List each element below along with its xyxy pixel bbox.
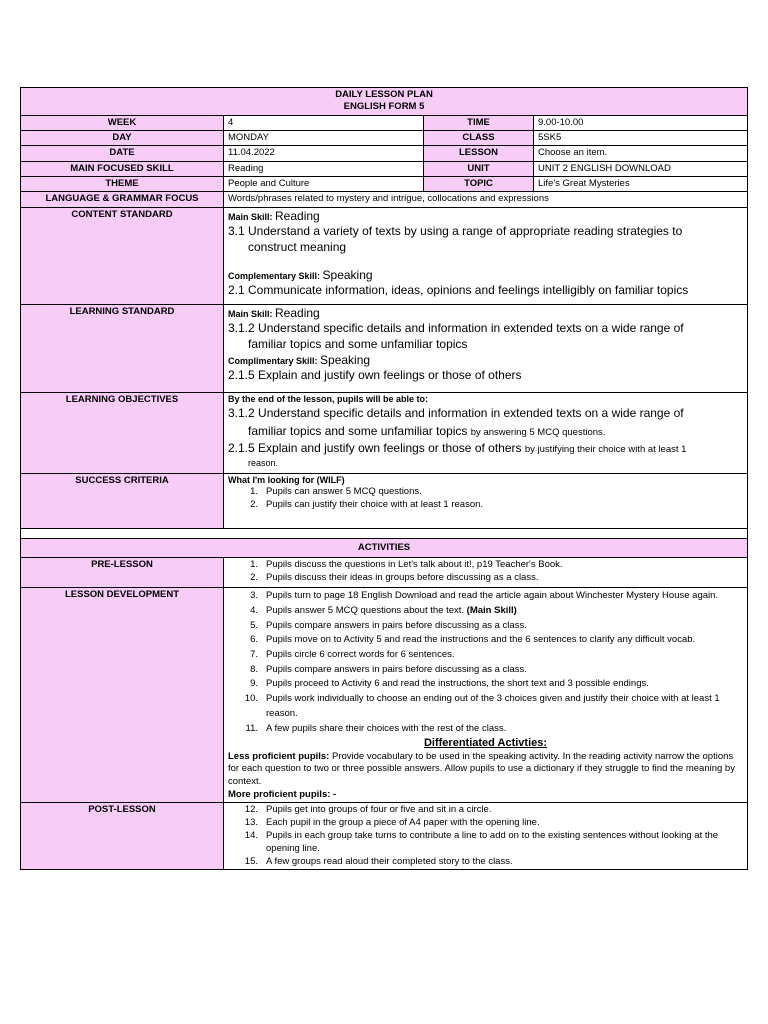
ls-main-prefix: Main Skill:: [228, 308, 276, 319]
list-item: 8. Pupils compare answers in pairs before discussing as a class.: [250, 663, 527, 675]
list-item: 12. Pupils get into groups of four or five and sit in a circle.: [244, 804, 492, 816]
less-proficient-label: Less proficient pupils:: [228, 750, 330, 762]
plan-subtitle: ENGLISH FORM 5: [343, 101, 425, 113]
success-criteria-label: SUCCESS CRITERIA: [21, 473, 224, 528]
day-value: MONDAY: [224, 131, 424, 146]
list-item: 9. Pupils proceed to Activity 6 and read the instructions, the short text and 3 possible endings.: [250, 678, 649, 690]
cs-main-text-2: construct meaning: [248, 239, 347, 254]
ls-main-text: 3.1.2 Understand specific details and information in extended texts on a wide range of: [228, 321, 684, 336]
cs-comp-prefix: Complementary Skill:: [228, 270, 323, 281]
week-label: WEEK: [21, 115, 224, 130]
list-item: 11. A few pupils share their choices with the rest of the class.: [245, 722, 507, 734]
topic-label: TOPIC: [424, 177, 534, 192]
list-item: 1. Pupils can answer 5 MCQ questions.: [250, 486, 422, 498]
learning-objectives-label: LEARNING OBJECTIVES: [21, 392, 224, 473]
ls-comp-prefix: Complimentary Skill:: [228, 355, 321, 366]
ls-comp-skill: Speaking: [320, 352, 371, 367]
lo-intro: By the end of the lesson, pupils will be able to:: [228, 393, 429, 404]
list-item: 14. Pupils in each group take turns to contribute a line to add on to the existing sentences without looking at the opening line.: [244, 830, 719, 854]
success-criteria-cell: [224, 473, 748, 528]
grammar-value: Words/phrases related to mystery and intrigue, collocations and expressions: [224, 192, 748, 207]
lesson-label: LESSON: [424, 146, 534, 161]
week-value: 4: [224, 115, 424, 130]
post-lesson-label: POST-LESSON: [21, 803, 224, 870]
lesson-development-list: [228, 589, 743, 736]
lo-objective-1b: familiar topics and some unfamiliar topics: [248, 423, 468, 438]
skill-label: MAIN FOCUSED SKILL: [21, 161, 224, 176]
learning-objectives-cell: [224, 392, 748, 473]
learning-standard-label: LEARNING STANDARD: [21, 304, 224, 392]
cs-main-text: 3.1 Understand a variety of texts by using a range of appropriate reading strategies to: [228, 224, 683, 239]
cs-main-prefix: Main Skill:: [228, 211, 276, 222]
list-item: 6. Pupils move on to Activity 5 and read the instructions and the 6 sentences to clarify any difficult vocab.: [250, 634, 696, 646]
list-item: 13. Each pupil in the group a piece of A4 paper with the opening line.: [244, 817, 540, 829]
time-value: 9.00-10.00: [534, 115, 748, 130]
list-item: 3. Pupils turn to page 18 English Download and read the article again about Winchester Mystery House again.: [250, 590, 719, 602]
list-item: 2. Pupils can justify their choice with at least 1 reason.: [250, 499, 484, 511]
cs-comp-skill: Speaking: [322, 267, 373, 282]
pre-lesson-label: PRE-LESSON: [21, 558, 224, 588]
lesson-plan-table: [20, 87, 748, 870]
list-item: 2. Pupils discuss their ideas in groups before discussing as a class.: [250, 571, 539, 583]
class-value: 5SK5: [534, 131, 748, 146]
time-label: TIME: [424, 115, 534, 130]
list-item: 1. Pupils discuss the questions in Let's talk about it!, p19 Teacher's Book.: [250, 559, 563, 571]
learning-standard-cell: [224, 304, 748, 392]
unit-value: UNIT 2 ENGLISH DOWNLOAD: [534, 161, 748, 176]
list-item: 7. Pupils circle 6 correct words for 6 sentences.: [250, 648, 455, 660]
unit-label: UNIT: [424, 161, 534, 176]
lo-objective-1: 3.1.2 Understand specific details and information in extended texts on a wide range of: [228, 406, 684, 421]
plan-title: DAILY LESSON PLAN: [335, 89, 433, 100]
list-item: 5. Pupils compare answers in pairs before discussing as a class.: [250, 619, 527, 631]
pre-lesson-cell: [224, 558, 748, 588]
lo-objective-1c: by answering 5 MCQ questions.: [470, 426, 606, 438]
list-item: 10. Pupils work individually to choose an ending out of the 3 choices given and justify their choice with at least 1 reason.: [244, 693, 720, 719]
date-value: 11.04.2022: [224, 146, 424, 161]
ls-comp-text: 2.1.5 Explain and justify own feelings or those of others: [228, 368, 522, 383]
ls-main-skill: Reading: [275, 305, 320, 320]
more-proficient-label: More proficient pupils: -: [228, 789, 337, 801]
content-standard-cell: [224, 207, 748, 304]
lo-objective-2b: by justifying their choice with at least 1: [524, 444, 687, 456]
skill-value: Reading: [224, 161, 424, 176]
lesson-development-label: LESSON DEVELOPMENT: [21, 588, 224, 803]
cs-main-skill: Reading: [275, 208, 320, 223]
theme-value: People and Culture: [224, 177, 424, 192]
date-label: DATE: [21, 146, 224, 161]
theme-label: THEME: [21, 177, 224, 192]
lo-objective-2: 2.1.5 Explain and justify own feelings or those of others: [228, 441, 522, 456]
lesson-development-cell: [224, 588, 748, 803]
activities-header: ACTIVITIES: [21, 538, 748, 557]
less-proficient-text: Provide vocabulary to be used in the speaking activity. In the reading activity narrow the options for each question to two or three possible answers. Allow pupils to use a dictionary if they struggle to find the meaning by context.: [228, 750, 735, 788]
post-lesson-list: [228, 804, 743, 868]
ls-main-text-2: familiar topics and some unfamiliar topics: [248, 336, 468, 351]
differentiated-title: Differentiated Activties:: [423, 737, 548, 750]
lo-objective-2c: reason.: [248, 457, 279, 468]
plan-header: [21, 88, 748, 116]
pre-lesson-list: [228, 559, 743, 585]
list-item: 4. Pupils answer 5 MCQ questions about the text. (Main Skill): [250, 604, 517, 616]
post-lesson-cell: [224, 803, 748, 870]
sc-list: [228, 486, 743, 512]
lesson-select[interactable]: Choose an item.: [534, 146, 748, 161]
day-label: DAY: [21, 131, 224, 146]
cs-comp-text: 2.1 Communicate information, ideas, opinions and feelings intelligibly on familiar topics: [228, 283, 689, 298]
sc-intro: What I'm looking for (WILF): [228, 474, 345, 485]
grammar-label: LANGUAGE & GRAMMAR FOCUS: [21, 192, 224, 207]
topic-value: Life's Great Mysteries: [534, 177, 748, 192]
class-label: CLASS: [424, 131, 534, 146]
list-item: 15. A few groups read aloud their completed story to the class.: [244, 855, 513, 867]
content-standard-label: CONTENT STANDARD: [21, 207, 224, 304]
